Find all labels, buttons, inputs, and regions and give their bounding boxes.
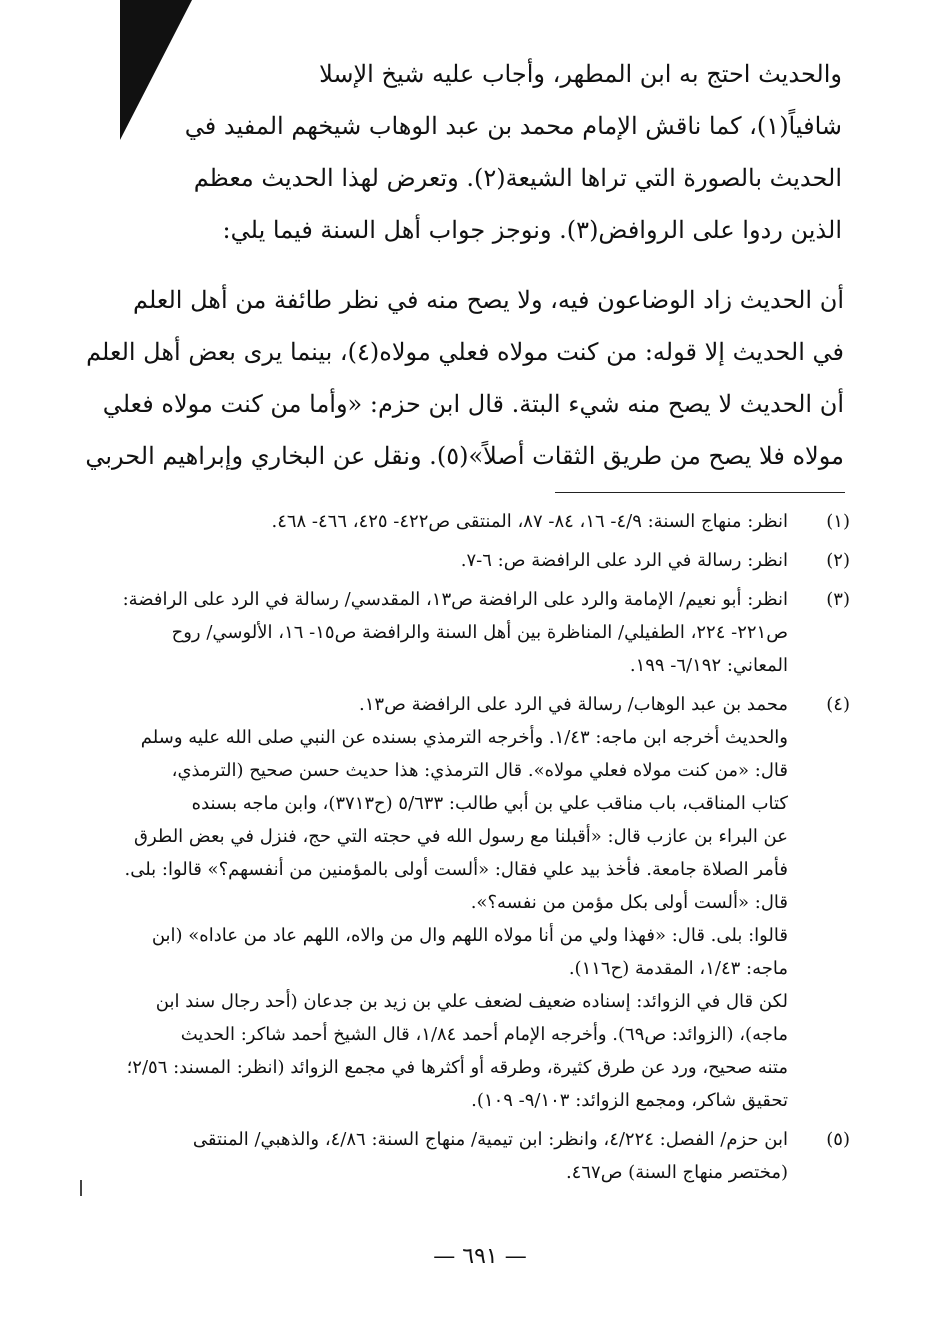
- paragraph-2-line: أن الحديث زاد الوضاعون فيه، ولا يصح منه في نظر طائفة من أهل العلم: [133, 286, 844, 314]
- paragraph-1: [184, 48, 842, 256]
- footnote-line: عن البراء بن عازب قال: «أقبلنا مع رسول الله في حجته التي حج، فنزل في بعض الطرق: [134, 826, 788, 847]
- footnote-line: انظر: منهاج السنة: ٤/٩- ١٦، ٨٤- ٨٧، المنتقى ص٤٢٢- ٤٢٥، ٤٦٦- ٤٦٨.: [271, 511, 788, 532]
- footnote-item: [140, 1123, 850, 1189]
- footnote-line: قال: «من كنت مولاه فعلي مولاه». قال الترمذي: هذا حديث حسن صحيح (الترمذي،: [171, 760, 788, 781]
- page-number: — ٦٩١ —: [433, 1244, 527, 1269]
- paragraph-1-line: شافياً(١)، كما ناقش الإمام محمد بن عبد الوهاب شيخهم المفيد في: [184, 112, 842, 140]
- footnote-number: (١): [826, 511, 850, 532]
- footnote-number: (٥): [826, 1129, 850, 1150]
- footnotes-section: [122, 505, 850, 1189]
- footnote-line: والحديث أخرجه ابن ماجه: ١/٤٣. وأخرجه الترمذي بسنده عن النبي صلى الله عليه وسلم: [140, 727, 788, 748]
- footnote-number: (٢): [826, 550, 850, 571]
- paragraph-2: [85, 274, 844, 482]
- footnote-line: انظر: أبو نعيم/ الإمامة والرد على الرافضة ص١٣، المقدسي/ رسالة في الرد على الرافضة:: [122, 589, 788, 610]
- footnote-number: (٤): [826, 694, 850, 715]
- footnote-separator: [555, 492, 845, 493]
- footnote-item: [140, 544, 850, 577]
- paragraph-1-line: والحديث احتج به ابن المطهر، وأجاب عليه شيخ الإسلا: [319, 60, 842, 88]
- paragraph-2-line: مولاه فلا يصح من طريق الثقات أصلاً»(٥). ونقل عن البخاري وإبراهيم الحربي: [85, 442, 844, 470]
- footnote-line: ماجه)، (الزوائد: ص٦٩). وأخرجه الإمام أحمد ١/٨٤، قال الشيخ أحمد شاكر: الحديث: [180, 1024, 788, 1045]
- paragraph-1-line: الذين ردوا على الروافض(٣). ونوجز جواب أهل السنة فيما يلي:: [222, 216, 842, 244]
- footnote-line: فأمر الصلاة جامعة. فأخذ بيد علي فقال: «ألست أولى بالمؤمنين من أنفسهم؟» قالوا: بلى.: [124, 859, 788, 880]
- footnote-line: محمد بن عبد الوهاب/ رسالة في الرد على الرافضة ص١٣.: [359, 694, 788, 715]
- footnote-line: قالوا: بلى. قال: «فهذا ولي من أنا مولاه اللهم وال من والاه، اللهم عاد من عاداه» (ابن: [151, 925, 788, 946]
- footnote-line: انظر: رسالة في الرد على الرافضة ص: ٦-٧.: [460, 550, 788, 571]
- footnote-line: لكن قال في الزوائد: إسناده ضعيف لضعف علي بن زيد بن جدعان (أحد رجال سند ابن: [155, 991, 788, 1012]
- scan-mark: [80, 1180, 82, 1196]
- paragraph-1-line: الحديث بالصورة التي تراها الشيعة(٢). وتعرض لهذا الحديث معظم: [193, 164, 842, 192]
- footnote-line: متنه صحيح، ورد عن طرق كثيرة، وطرقه أو أكثرها في مجمع الزوائد (انظر: المسند: ٢/٥٦؛: [126, 1057, 788, 1078]
- footnote-item: [122, 583, 850, 682]
- footnote-item: [140, 505, 850, 538]
- footnote-line: (مختصر منهاج السنة) ص٤٦٧.: [565, 1162, 788, 1183]
- paragraph-2-line: في الحديث إلا قوله: من كنت مولاه فعلي مولاه(٤)، بينما يرى بعض أهل العلم: [86, 338, 844, 366]
- footnote-line: كتاب المناقب، باب مناقب علي بن أبي طالب: ٥/٦٣٣ (ح٣٧١٣)، وابن ماجه بسنده: [191, 793, 788, 814]
- footnote-line: قال: «ألست أولى بكل مؤمن من نفسه؟».: [470, 892, 788, 913]
- footnote-item: [124, 688, 850, 1117]
- footnote-line: ابن حزم/ الفصل: ٤/٢٢٤، وانظر: ابن تيمية/ منهاج السنة: ٤/٨٦، والذهبي/ المنتقى: [192, 1129, 788, 1150]
- footnote-line: ص٢٢١- ٢٢٤، الطفيلي/ المناظرة بين أهل السنة والرافضة ص١٥- ١٦، الألوسي/ روح: [171, 622, 788, 643]
- footnote-number: (٣): [826, 589, 850, 610]
- footnote-line: ماجه: ١/٤٣، المقدمة (ح١١٦).: [568, 958, 788, 979]
- footnote-line: تحقيق شاكر، ومجمع الزوائد: ٩/١٠٣- ١٠٩).: [471, 1090, 788, 1111]
- footnote-line: المعاني: ٦/١٩٢- ١٩٩.: [629, 655, 788, 676]
- corner-shadow-mark: [120, 0, 192, 140]
- paragraph-2-line: أن الحديث لا يصح منه شيء البتة. قال ابن حزم: «وأما من كنت مولاه فعلي: [102, 390, 844, 418]
